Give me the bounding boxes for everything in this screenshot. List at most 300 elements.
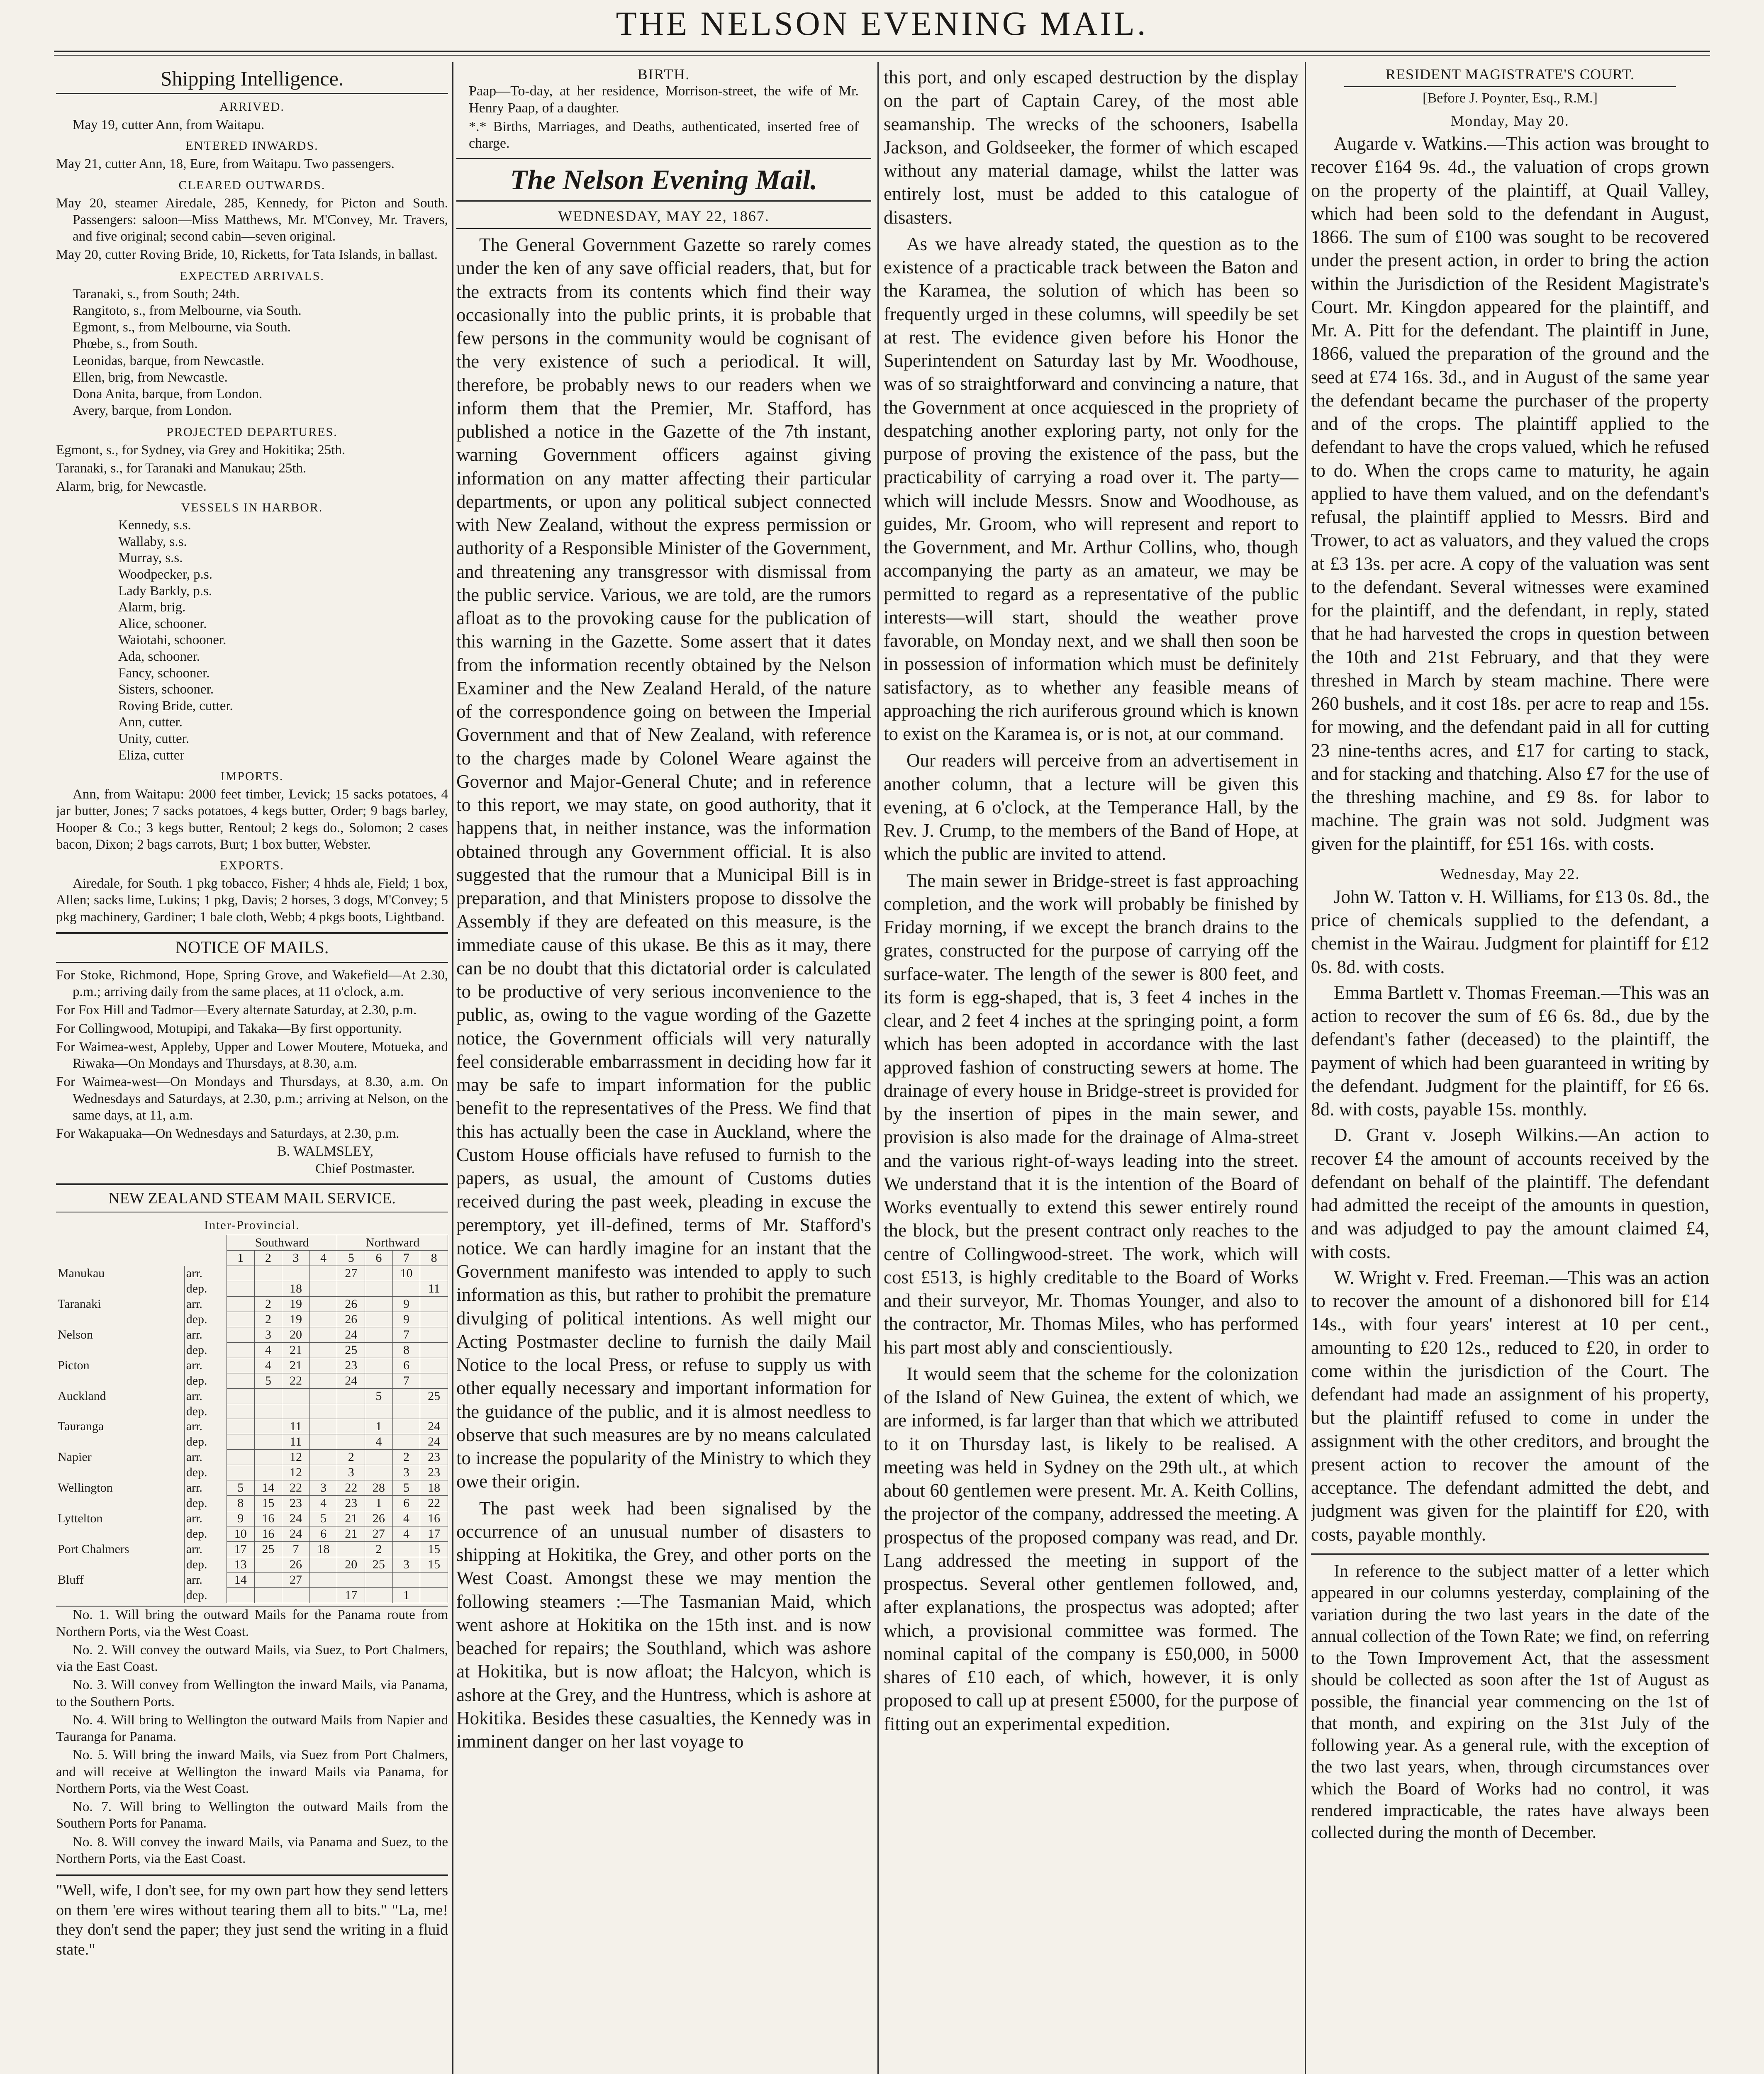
timetable-cell [254, 1573, 282, 1588]
steam-subtitle: Inter-Provincial. [204, 1218, 300, 1232]
expected-item: Rangitoto, s., from Melbourne, via South. [73, 303, 302, 318]
court-before: [Before J. Poynter, Esq., R.M.] [1423, 90, 1598, 106]
port-name: Wellington [56, 1480, 184, 1496]
vessel-item: Unity, cutter. [118, 731, 190, 746]
timetable-row [56, 1343, 448, 1358]
editorial-shipping-disasters: The past week had been signalised by the occurrence of an unusual number of disasters to shipping at Hokitika, the Grey, and other ports on the West Coast. Amongst these we may mention the following steamers :—The Tasmanian Maid, which went ashore at Hokitika on the 15th inst. and is now beached for repairs; the Southland, which was ashore at Hokitika, but is now afloat; the Halcyon, which is ashore at the Grey, and the Huntress, which is ashore at Hokitika. Besides these casualties, the Kennedy was in imminent danger on her last voyage to [456, 1497, 871, 1752]
timetable-cell [227, 1358, 254, 1373]
cleared-heading: CLEARED OUTWARDS. [178, 178, 326, 192]
timetable-cell: 23 [420, 1450, 448, 1465]
vessel-item: Roving Bride, cutter. [118, 698, 233, 713]
timetable-cell [337, 1281, 365, 1297]
vessel-item: Alarm, brig. [118, 600, 186, 615]
timetable-cell: 1 [365, 1419, 393, 1434]
timetable-cell [365, 1312, 393, 1327]
timetable-cell [254, 1557, 282, 1573]
timetable-row [56, 1526, 448, 1542]
mail-item: For Stoke, Richmond, Hope, Spring Grove, and Wakefield—At 2.30, p.m.; arriving daily from the same places, at 11 o'clock, a.m. [56, 967, 448, 1000]
arr-dep: arr. [186, 1358, 202, 1373]
timetable-cell: 4 [254, 1343, 282, 1358]
timetable-cell [392, 1573, 420, 1588]
timetable-cell: 3 [254, 1327, 282, 1343]
birth-note: *.* Births, Marriages, and Deaths, authenticated, inserted free of charge. [469, 119, 859, 151]
news-lecture: Our readers will perceive from an advertisement in another column, that a lecture will be given this evening, at 6 o'clock, at the Temperance Hall, by the Rev. J. Crump, to the members of the Band of Hope, at which the public are invited to attend. [884, 750, 1299, 864]
expected-item: Avery, barque, from London. [73, 403, 232, 419]
timetable-cell [337, 1389, 365, 1404]
imports-heading: IMPORTS. [220, 769, 284, 784]
timetable-cell: 8 [227, 1496, 254, 1511]
mail-timetable [56, 1235, 448, 1603]
timetable-cell: 21 [337, 1511, 365, 1526]
timetable-cell [392, 1434, 420, 1450]
entered-heading: ENTERED INWARDS. [185, 139, 319, 153]
timetable-cell: 19 [282, 1297, 310, 1312]
timetable-cell: 24 [337, 1327, 365, 1343]
exports-text: Airedale, for South. 1 pkg tobacco, Fisher; 4 hhds ale, Field; 1 box, Allen; sacks lime, Lukins; 1 pkg, Davis; 2 horses, 3 dogs, M'Convey; 5 pkg machinery, Gardiner; 1 bale cloth, Webb; 4 pkgs boots, Lightband. [56, 876, 448, 925]
timetable-cell [254, 1434, 282, 1450]
timetable-cell: 17 [227, 1542, 254, 1557]
port-name [56, 1343, 184, 1358]
timetable-cell: 21 [282, 1358, 310, 1373]
timetable-cell: 22 [282, 1373, 310, 1389]
vessels-heading: VESSELS IN HARBOR. [181, 501, 323, 515]
cleared-item: May 20, cutter Roving Bride, 10, Ricketts, for Tata Islands, in ballast. [56, 247, 438, 263]
vessel-item: Woodpecker, p.s. [118, 567, 212, 582]
expected-item: Ellen, brig, from Newcastle. [73, 370, 228, 385]
timetable-cell [420, 1573, 448, 1588]
cleared-item: May 20, steamer Airedale, 285, Kennedy, for Picton and South. Passengers: saloon—Miss Matthews, Mr. M'Convey, Mr. Travers, and five original; second cabin—seven original. [56, 195, 448, 244]
timetable-row [56, 1511, 448, 1526]
postmaster-title: Chief Postmaster. [315, 1161, 415, 1177]
vessel-item: Fancy, schooner. [118, 665, 210, 681]
timetable-row [56, 1588, 448, 1603]
timetable-cell: 2 [392, 1450, 420, 1465]
mail-item: For Fox Hill and Tadmor—Every alternate Saturday, at 2.30, p.m. [56, 1003, 417, 1018]
timetable-cell: 13 [227, 1557, 254, 1573]
expected-heading: EXPECTED ARRIVALS. [180, 269, 324, 283]
newspaper-title: THE NELSON EVENING MAIL. [616, 5, 1148, 42]
timetable-cell: 23 [337, 1496, 365, 1511]
col-header: 3 [282, 1251, 310, 1266]
mail-note: No. 2. Will convey the outward Mails, via Suez, to Port Chalmers, via the East Coast. [56, 1642, 448, 1675]
timetable-cell: 18 [420, 1480, 448, 1496]
timetable-cell [309, 1327, 337, 1343]
timetable-cell: 4 [309, 1496, 337, 1511]
port-name [56, 1373, 184, 1389]
timetable-cell [392, 1542, 420, 1557]
timetable-cell [227, 1404, 254, 1419]
port-name [56, 1465, 184, 1480]
column-shipping [56, 62, 448, 2074]
timetable-cell: 14 [227, 1573, 254, 1588]
col-header: 8 [420, 1251, 448, 1266]
arr-dep: dep. [186, 1312, 207, 1327]
timetable-cell: 5 [227, 1480, 254, 1496]
timetable-cell [227, 1389, 254, 1404]
vessel-item: Ada, schooner. [118, 649, 200, 664]
vessel-item: Kennedy, s.s. [118, 518, 191, 533]
mail-item: For Wakapuaka—On Wednesdays and Saturdays, at 2.30, p.m. [56, 1126, 400, 1142]
timetable-cell [365, 1297, 393, 1312]
port-name [56, 1434, 184, 1450]
timetable-cell: 5 [254, 1373, 282, 1389]
paper-nameplate: The Nelson Evening Mail. [456, 158, 871, 202]
arrived-item: May 19, cutter Ann, from Waitapu. [73, 117, 265, 132]
timetable-cell [337, 1434, 365, 1450]
editorial-gazette: The General Government Gazette so rarely comes under the ken of any save official readers, that, but for the extracts from its contents which find their way occasionally into the public prints, it is probable that few persons in the community would be cognisant of the very existence of such a periodical. It will, therefore, be probably news to our readers when we inform them that the Premier, Mr. Stafford, has published a notice in the Gazette of the 7th instant, warning Government officers against giving information on any matter affecting their particular departments, or upon any political subject connected with New Zealand, without the express permission or authority of a Responsible Minister of the Government, and threatening any transgressor with dismissal from the public service. Various, we are told, are the rumors afloat as to the provoking cause for the publication of this warning in the Gazette. Some assert that it dates from the information recently obtained by the Nelson Examiner and the New Zealand Herald, of the nature of the correspondence going on between the Imperial Government and that of New Zealand, with reference to the charges made by Colonel Weare against the Governor and Major-General Chute; and in reference to this report, we may state, on good authority, that it happens that, in neither instance, was the information obtained through any Government official. It is also suggested that the rumour that a Municipal Bill is in preparation, and that Ministers propose to dissolve the Assembly if they are defeated on this measure, is the immediate cause of this ukase. Be this as it may, there can be no doubt that this dictatorial order is calculated to be productive of very serious inconvenience to the public, as, owing to the vague wording of the Gazette notice, the Government officials will very naturally feel considerable embarrassment in deciding how far it may be safe to impart information for the public benefit to the representatives of the Press. We find that this has actually been the case in Auckland, where the Custom House officials have refused to furnish to the papers, as usual, the amount of Customs duties received during the past week, pleading in excuse the peremptory, yet ill-defined, terms of Mr. Stafford's notice. We can hardly imagine for an instant that the Government manifesto was intended to apply to such information as this, but rather to prohibit the premature divulging of political intentions. As well might our Acting Postmaster decline to furnish the daily Mail Notice to the local Press, or refuse to supply us with other equally necessary and important information for the guidance of the public, and it is almost needless to observe that such measures are by no means calculated to increase the popularity of the Ministry to which they owe their origin. [456, 234, 871, 1492]
timetable-cell: 9 [392, 1312, 420, 1327]
col-header: 4 [309, 1251, 337, 1266]
postmaster-name: B. WALMSLEY, [277, 1144, 373, 1159]
vessel-item: Ann, cutter. [118, 715, 183, 730]
port-name [56, 1588, 184, 1603]
timetable-cell: 10 [392, 1266, 420, 1281]
timetable-cell [337, 1404, 365, 1419]
paper-date: WEDNESDAY, MAY 22, 1867. [456, 207, 871, 229]
timetable-row [56, 1465, 448, 1480]
timetable-cell: 18 [309, 1542, 337, 1557]
timetable-cell: 6 [392, 1496, 420, 1511]
timetable-cell: 27 [365, 1526, 393, 1542]
timetable-cell [254, 1419, 282, 1434]
timetable-cell: 16 [420, 1511, 448, 1526]
timetable-cell: 2 [254, 1297, 282, 1312]
timetable-cell: 4 [392, 1511, 420, 1526]
arr-dep: dep. [186, 1465, 207, 1480]
col-header: 6 [365, 1251, 393, 1266]
arr-dep: dep. [186, 1496, 207, 1510]
timetable-cell [420, 1588, 448, 1603]
timetable-cell [309, 1266, 337, 1281]
timetable-row [56, 1373, 448, 1389]
court-case: John W. Tatton v. H. Williams, for £13 0s. 8d., the price of chemicals supplied to the defendant, a chemist in the Wairau. Judgment for plaintiff for £12 0s. 8d. with costs. [1311, 886, 1709, 977]
court-day-heading: Monday, May 20. [1451, 112, 1569, 129]
timetable-cell: 19 [282, 1312, 310, 1327]
timetable-cell: 3 [309, 1480, 337, 1496]
projected-item: Taranaki, s., for Taranaki and Manukau; 25th. [56, 460, 307, 476]
masthead-rule-thin [54, 55, 1710, 56]
arr-dep: dep. [186, 1374, 207, 1388]
timetable-cell [227, 1297, 254, 1312]
timetable-cell: 24 [420, 1434, 448, 1450]
timetable-cell: 11 [282, 1434, 310, 1450]
arr-dep: dep. [186, 1558, 207, 1572]
southward-header: Southward [227, 1235, 337, 1251]
shipping-title: Shipping Intelligence. [56, 62, 448, 94]
timetable-cell [227, 1588, 254, 1603]
steam-title: NEW ZEALAND STEAM MAIL SERVICE. [56, 1183, 448, 1212]
northward-header: Northward [337, 1235, 448, 1251]
timetable-cell [392, 1389, 420, 1404]
arr-dep: dep. [186, 1404, 207, 1418]
arr-dep: arr. [186, 1266, 202, 1280]
port-name [56, 1496, 184, 1511]
timetable-row [56, 1496, 448, 1511]
timetable-cell: 7 [392, 1373, 420, 1389]
timetable-cell [309, 1281, 337, 1297]
mail-item: For Collingwood, Motupipi, and Takaka—By first opportunity. [56, 1021, 402, 1036]
wires-anecdote: "Well, wife, I don't see, for my own part how they send letters on them 'ere wires without tearing them all to bits." "La, me! they don't send the paper; they just send the writing in a fluid state." [56, 1874, 448, 1960]
mail-note: No. 5. Will bring the inward Mails, via Suez from Port Chalmers, and will receive at Wellington the inward Mails via Panama, for Northern Ports, via the West Coast. [56, 1748, 448, 1796]
mail-note: No. 8. Will convey the inward Mails, via Panama and Suez, to the Northern Ports, via the East Coast. [56, 1834, 448, 1866]
timetable-cell [309, 1434, 337, 1450]
arr-dep: arr. [186, 1573, 202, 1587]
col-header: 2 [254, 1251, 282, 1266]
arr-dep: dep. [186, 1588, 207, 1602]
col-header: 1 [227, 1251, 254, 1266]
timetable-body [56, 1266, 448, 1603]
timetable-cell [254, 1404, 282, 1419]
timetable-cell: 7 [392, 1327, 420, 1343]
arr-dep: arr. [186, 1450, 202, 1464]
news-karamea-track: As we have already stated, the question as to the existence of a practicable track between the Baton and the Karamea, the solution of which has been so frequently urged in these columns, will speedily be set at rest. The evidence given before his Honor the Superintendent on Saturday last by Mr. Woodhouse, was of so straightforward and convincing a nature, that the Government at once acquiesced in the propriety of despatching another exploring party, not only for the purpose of proving the existence of the pass, but the practicability of carrying a road over it. The party—which will include Messrs. Snow and Woodhouse, as guides, Mr. Groom, who will represent and report to the Government, and Mr. Arthur Collins, who, though accompanying the party as an amateur, we may be permitted to regard as a representative of the public interests—will start, should the weather prove favorable, on Monday next, and we shall then soon be in possession of information which must be definitely satisfactory, as to whether any feasible means of approaching the rich auriferous ground which is known to exist on the Karamea is, or is not, at our command. [884, 233, 1299, 744]
port-name [56, 1526, 184, 1542]
timetable-cell [309, 1419, 337, 1434]
timetable-cell [282, 1266, 310, 1281]
arr-dep: dep. [186, 1435, 207, 1449]
timetable-cell: 21 [282, 1343, 310, 1358]
timetable-cell [254, 1450, 282, 1465]
timetable-row [56, 1573, 448, 1588]
timetable-cell: 6 [392, 1358, 420, 1373]
timetable-cell: 23 [282, 1496, 310, 1511]
news-sewer: The main sewer in Bridge-street is fast approaching completion, and the work will probably be finished by Friday morning, if we except the branch drains to the grates, constructed for the purpose of carrying off the surface-water. The length of the sewer is 800 feet, and its form is egg-shaped, that is, 3 feet 4 inches in the clear, and 2 feet 4 inches at the springing point, a form which has been adopted in accordance with the last approved fashion of constructing sewers at home. The drainage of every house in Bridge-street is provided for by the insertion of pipes in the main sewer, and provision is also made for the drainage of Alma-street and the various right-of-ways leading into the street. We understand that it is the intention of the Board of Works eventually to extend this sewer entirely round the block, but the present contract only reaches to the centre of Collingwood-street. The work, which will cost £513, is highly creditable to the Board of Works and their surveyor, Mr. Thomas Younger, and also to the contractor, Mr. Thomas Miles, who has performed his part most ably and conscientiously. [884, 870, 1299, 1358]
timetable-cell: 2 [337, 1450, 365, 1465]
timetable-cell [254, 1266, 282, 1281]
timetable-cell: 28 [365, 1480, 393, 1496]
timetable-row [56, 1450, 448, 1465]
arr-dep: arr. [186, 1419, 202, 1434]
projected-heading: PROJECTED DEPARTURES. [166, 425, 338, 439]
timetable-cell [420, 1327, 448, 1343]
court-day-heading: Wednesday, May 22. [1440, 865, 1580, 882]
timetable-cell: 5 [309, 1511, 337, 1526]
timetable-cell [309, 1450, 337, 1465]
timetable-cell [420, 1266, 448, 1281]
timetable-cell: 9 [392, 1297, 420, 1312]
projected-item: Alarm, brig, for Newcastle. [56, 479, 207, 494]
expected-item: Dona Anita, barque, from London. [73, 387, 263, 402]
mail-note: No. 1. Will bring the outward Mails for the Panama route from Northern Ports, via the West Coast. [56, 1607, 448, 1639]
timetable-cell [337, 1419, 365, 1434]
timetable-row [56, 1434, 448, 1450]
column-divider [1305, 62, 1306, 2074]
port-name: Manukau [56, 1266, 184, 1281]
vessel-item: Eliza, cutter [118, 747, 185, 763]
mail-note: No. 4. Will bring to Wellington the outward Mails from Napier and Tauranga for Panama. [56, 1712, 448, 1745]
timetable-cell [309, 1588, 337, 1603]
timetable-cell [309, 1312, 337, 1327]
timetable-cell [227, 1434, 254, 1450]
expected-item: Phœbe, s., from South. [73, 336, 198, 352]
timetable-cell: 9 [227, 1511, 254, 1526]
timetable-cell [365, 1450, 393, 1465]
port-name: Bluff [56, 1573, 184, 1588]
timetable-cell: 2 [254, 1312, 282, 1327]
timetable-cell: 27 [337, 1266, 365, 1281]
projected-item: Egmont, s., for Sydney, via Grey and Hokitika; 25th. [56, 442, 346, 458]
arr-dep: arr. [186, 1328, 202, 1342]
timetable-cell: 22 [420, 1496, 448, 1511]
timetable-cell [420, 1297, 448, 1312]
timetable-cell [365, 1281, 393, 1297]
exports-heading: EXPORTS. [219, 859, 285, 873]
timetable-cell [254, 1389, 282, 1404]
expected-item: Egmont, s., from Melbourne, via South. [73, 320, 291, 335]
arr-dep: arr. [186, 1542, 202, 1556]
timetable-cell: 12 [282, 1465, 310, 1480]
expected-item: Leonidas, barque, from Newcastle. [73, 353, 264, 368]
timetable-cell: 17 [337, 1588, 365, 1603]
timetable-cell: 24 [282, 1511, 310, 1526]
timetable-cell: 15 [254, 1496, 282, 1511]
entered-item: May 21, cutter Ann, 18, Eure, from Waitapu. Two passengers. [56, 156, 395, 172]
timetable-row [56, 1297, 448, 1312]
arr-dep: dep. [186, 1343, 207, 1357]
mail-note: No. 3. Will convey from Wellington the inward Mails, via Panama, to the Southern Ports. [56, 1677, 448, 1709]
timetable-cell: 25 [365, 1557, 393, 1573]
timetable-cell: 26 [282, 1557, 310, 1573]
timetable-cell: 11 [282, 1419, 310, 1434]
port-name: Taranaki [56, 1297, 184, 1312]
timetable-cell [227, 1373, 254, 1389]
arrived-heading: ARRIVED. [219, 100, 285, 114]
column-divider [877, 62, 879, 2074]
timetable-cell [365, 1588, 393, 1603]
masthead [0, 0, 1764, 62]
port-name [56, 1557, 184, 1573]
timetable-cell [365, 1358, 393, 1373]
arr-dep: arr. [186, 1389, 202, 1403]
timetable-cell: 4 [365, 1434, 393, 1450]
timetable-cell: 24 [337, 1373, 365, 1389]
vessel-item: Lady Barkly, p.s. [118, 583, 212, 599]
timetable-row [56, 1542, 448, 1557]
timetable-row [56, 1281, 448, 1297]
timetable-cell [227, 1312, 254, 1327]
timetable-cell: 15 [420, 1557, 448, 1573]
timetable-cell [309, 1404, 337, 1419]
timetable-cell [420, 1312, 448, 1327]
timetable-cell: 4 [254, 1358, 282, 1373]
timetable-cell: 6 [309, 1526, 337, 1542]
timetable-cell: 20 [337, 1557, 365, 1573]
column-court [1311, 62, 1709, 2074]
timetable-cell [282, 1588, 310, 1603]
timetable-cell [227, 1327, 254, 1343]
column-divider [452, 62, 453, 2074]
expected-item: Taranaki, s., from South; 24th. [73, 286, 240, 302]
timetable-cell: 26 [337, 1297, 365, 1312]
timetable-cell: 7 [282, 1542, 310, 1557]
timetable-cell: 3 [337, 1465, 365, 1480]
timetable-cell [309, 1465, 337, 1480]
timetable-cell: 17 [420, 1526, 448, 1542]
timetable-cell: 25 [420, 1389, 448, 1404]
port-name [56, 1404, 184, 1419]
timetable-cell [392, 1404, 420, 1419]
timetable-cell: 10 [227, 1526, 254, 1542]
timetable-cell: 16 [254, 1526, 282, 1542]
timetable-cell: 2 [365, 1542, 393, 1557]
court-title: RESIDENT MAGISTRATE'S COURT. [1385, 66, 1635, 83]
timetable-cell: 16 [254, 1511, 282, 1526]
timetable-cell: 15 [420, 1542, 448, 1557]
timetable-cell [282, 1389, 310, 1404]
timetable-cell: 8 [392, 1343, 420, 1358]
section-divider [1311, 1553, 1709, 1555]
court-case: Augarde v. Watkins.—This action was brought to recover £164 9s. 4d., the valuation of crops grown on the property of the plaintiff, at Quail Valley, which had been sold to the defendant in August, 1866. The sum of £100 was sought to be recovered under the present action, in order to bring the action within the Jurisdiction of the Resident Magistrate's Court. Mr. Kingdon appeared for the plaintiff, and Mr. A. Pitt for the defendant. The plaintiff in June, 1866, valued the preparation of the ground and the seed at £74 16s. 3d., and in August of the same year the defendant became the purchaser of the property and of the crops. The plaintiff applied to the defendant to have the crops valued, which he refused to do. When the crops came to maturity, he again applied to have them valued, and on the defendant's refusal, the plaintiff applied to Messrs. Bird and Trower, to act as valuators, and they valued the crops at £3 13s. per acre. A copy of the valuation was sent to the defendant. Several witnesses were examined for the plaintiff, and the defendant, in reply, stated that he had harvested the crops in question between the 10th and 21st February, and that they were threshed in March by steam machine. There were 260 bushels, and it cost 18s. per acre to reap and 15s. for mowing, and the defendant paid in all for cutting 23 nine-tenths acres, and £17 for carting to stack, and for stacking and thatching. Also £7 for the use of the threshing machine, and £9 8s. for labor to machine. The grain was not sold. Judgment was given for the plaintiff, for £51 16s. with costs. [1311, 133, 1709, 854]
timetable-row [56, 1480, 448, 1496]
timetable-row [56, 1557, 448, 1573]
timetable-row [56, 1389, 448, 1404]
timetable-cell: 22 [282, 1480, 310, 1496]
mail-item: For Waimea-west, Appleby, Upper and Lower Moutere, Motueka, and Riwaka—On Mondays and Thursdays, at 8.30, a.m. [56, 1039, 448, 1071]
timetable-cell: 24 [420, 1419, 448, 1434]
port-name: Port Chalmers [56, 1542, 184, 1557]
mail-note: No. 7. Will bring to Wellington the outward Mails from the Southern Ports for Panama. [56, 1799, 448, 1831]
col-header: 7 [392, 1251, 420, 1266]
timetable-cell: 26 [365, 1511, 393, 1526]
arr-dep: arr. [186, 1481, 202, 1495]
timetable-row [56, 1266, 448, 1281]
timetable-cell: 21 [337, 1526, 365, 1542]
timetable-cell: 5 [392, 1480, 420, 1496]
timetable-cell: 23 [420, 1465, 448, 1480]
timetable-row [56, 1358, 448, 1373]
timetable-cell [254, 1588, 282, 1603]
timetable-cell: 5 [365, 1389, 393, 1404]
timetable-cell [365, 1404, 393, 1419]
vessel-item: Wallaby, s.s. [118, 534, 187, 549]
timetable-cell: 27 [282, 1573, 310, 1588]
timetable-cell [420, 1404, 448, 1419]
timetable-cell: 14 [254, 1480, 282, 1496]
arr-dep: arr. [186, 1297, 202, 1311]
timetable-cell: 12 [282, 1450, 310, 1465]
timetable-cell [309, 1557, 337, 1573]
timetable-cell [392, 1281, 420, 1297]
vessel-item: Waiotahi, schooner. [118, 633, 227, 648]
timetable-cell: 20 [282, 1327, 310, 1343]
birth-heading: BIRTH. [637, 66, 690, 83]
imports-text: Ann, from Waitapu: 2000 feet timber, Levick; 15 sacks potatoes, 4 jar butter, Jones; 7 sacks potatoes, 4 kegs butter, Order; 9 bags barley, Hooper & Co.; 3 kegs butter, Rentoul; 2 kegs do., Solomon; 2 cases bacon, Dixon; 2 bags carrots, Burt; 1 box butter, Webster. [56, 787, 448, 852]
masthead-rule [54, 51, 1710, 52]
timetable-cell: 22 [337, 1480, 365, 1496]
timetable-row [56, 1419, 448, 1434]
arr-dep: arr. [186, 1512, 202, 1526]
vessel-item: Sisters, schooner. [118, 682, 214, 697]
timetable-cell [309, 1389, 337, 1404]
timetable-cell [420, 1358, 448, 1373]
timetable-cell [227, 1281, 254, 1297]
town-rate-note: In reference to the subject matter of a letter which appeared in our columns yesterday, complaining of the variation during the two last years in the date of the annual collection of the Town Rate; we find, on referring to the Town Improvement Act, that the assessment should be collected as soon after the 1st of August as possible, the financial year commencing on the 1st of that month, and expiring on the 31st July of the following year. As a general rule, with the exception of the two last years, when, through circumstances over which the Board of Works had no control, it was rendered impracticable, the rates have always been collected during the month of December. [1311, 1561, 1709, 1842]
timetable-cell [227, 1465, 254, 1480]
port-name [56, 1281, 184, 1297]
timetable-cell: 18 [282, 1281, 310, 1297]
port-name: Tauranga [56, 1419, 184, 1434]
column-editorial [456, 62, 871, 2074]
timetable-cell: 3 [392, 1557, 420, 1573]
port-name [56, 1312, 184, 1327]
birth-notice: Paap—To-day, at her residence, Morrison-street, the wife of Mr. Henry Paap, of a daughter. [469, 83, 859, 116]
vessel-item: Alice, schooner. [118, 616, 207, 631]
timetable-cell: 26 [337, 1312, 365, 1327]
timetable-cell [282, 1404, 310, 1419]
timetable-row [56, 1404, 448, 1419]
port-name: Picton [56, 1358, 184, 1373]
timetable-cell: 3 [392, 1465, 420, 1480]
